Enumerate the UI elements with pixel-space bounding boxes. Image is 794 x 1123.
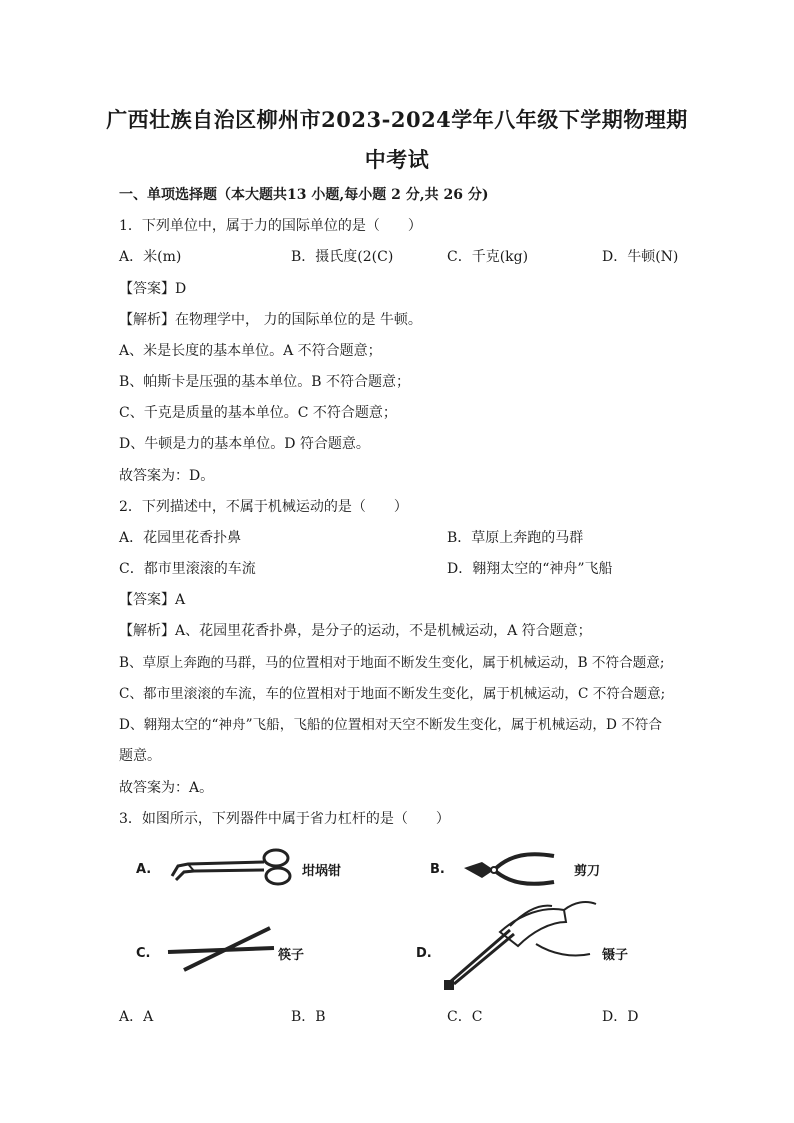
q2-option-d: D．翱翔太空的“神舟”飞船	[447, 561, 613, 577]
q2-conclusion: 故答案为：A。	[119, 780, 214, 796]
q1-answer: 【答案】D	[119, 281, 187, 297]
figure-label-c: C.	[136, 946, 151, 961]
q1-analysis-line: 【解析】在物理学中， 力的国际单位的是 牛顿。	[119, 312, 422, 328]
q1-option-a: A．米(m)	[119, 249, 182, 265]
question-3-stem: 3．如图所示，下列器件中属于省力杠杆的是（ ）	[119, 811, 450, 827]
chopsticks-illustration	[166, 924, 278, 974]
q1-analysis-line: D、牛顿是力的基本单位。D 符合题意。	[119, 436, 370, 452]
q2-answer: 【答案】A	[119, 592, 186, 608]
figure-name-crucible-tongs: 坩埚钳	[302, 864, 342, 879]
q1-analysis-line: B、帕斯卡是压强的基本单位。B 不符合题意；	[119, 374, 411, 390]
figure-label-d: D.	[416, 946, 432, 961]
q2-analysis-line: D、翱翔太空的“神舟”飞船，飞船的位置相对天空不断发生变化，属于机械运动，D 不符合	[119, 717, 662, 733]
question-2-stem: 2．下列描述中，不属于机械运动的是（ ）	[119, 499, 408, 515]
figure-name-chopsticks: 筷子	[278, 948, 305, 963]
document-title-line-1: 广西壮族自治区柳州市2023-2024学年八年级下学期物理期	[106, 107, 688, 132]
q2-analysis-line: 题意。	[119, 748, 161, 764]
q2-analysis-line: B、草原上奔跑的马群，马的位置相对于地面不断发生变化，属于机械运动，B 不符合题意;	[119, 655, 665, 671]
figure-name-tweezers: 镊子	[602, 948, 629, 963]
q3-option-b: B．B	[291, 1009, 326, 1025]
q3-option-a: A．A	[119, 1009, 154, 1025]
q1-analysis-line: C、千克是质量的基本单位。C 不符合题意；	[119, 405, 397, 421]
q1-analysis-line: A、米是长度的基本单位。A 不符合题意；	[119, 343, 382, 359]
q2-option-c: C．都市里滚滚的车流	[119, 561, 256, 577]
q3-option-d: D．D	[602, 1009, 639, 1025]
q3-option-c: C．C	[447, 1009, 483, 1025]
q2-option-b: B．草原上奔跑的马群	[447, 530, 584, 546]
q2-option-a: A．花园里花香扑鼻	[119, 530, 242, 546]
lever-tools-figure	[130, 838, 630, 998]
q1-option-b: B．摄氏度(2(C)	[291, 249, 394, 265]
document-title-line-2: 中考试	[364, 147, 430, 172]
figure-label-b: B.	[430, 862, 445, 877]
figure-name-scissors: 剪刀	[574, 864, 601, 879]
q2-analysis-line: 【解析】A、花园里花香扑鼻，是分子的运动，不是机械运动，A 符合题意；	[119, 623, 592, 639]
scissors-illustration	[460, 848, 560, 892]
section-heading: 一、单项选择题（本大题共13 小题,每小题 2 分,共 26 分)	[119, 187, 489, 203]
q1-option-c: C．千克(kg)	[447, 249, 529, 265]
q1-option-d: D．牛顿(N)	[602, 249, 679, 265]
crucible-tongs-illustration	[168, 846, 298, 890]
figure-label-a: A.	[136, 862, 152, 877]
tweezers-in-hand-illustration	[440, 896, 600, 992]
q2-analysis-line: C、都市里滚滚的车流，车的位置相对于地面不断发生变化，属于机械运动，C 不符合题意;	[119, 686, 666, 702]
q1-conclusion: 故答案为：D。	[119, 468, 215, 484]
question-1-stem: 1．下列单位中，属于力的国际单位的是（ ）	[119, 218, 422, 234]
